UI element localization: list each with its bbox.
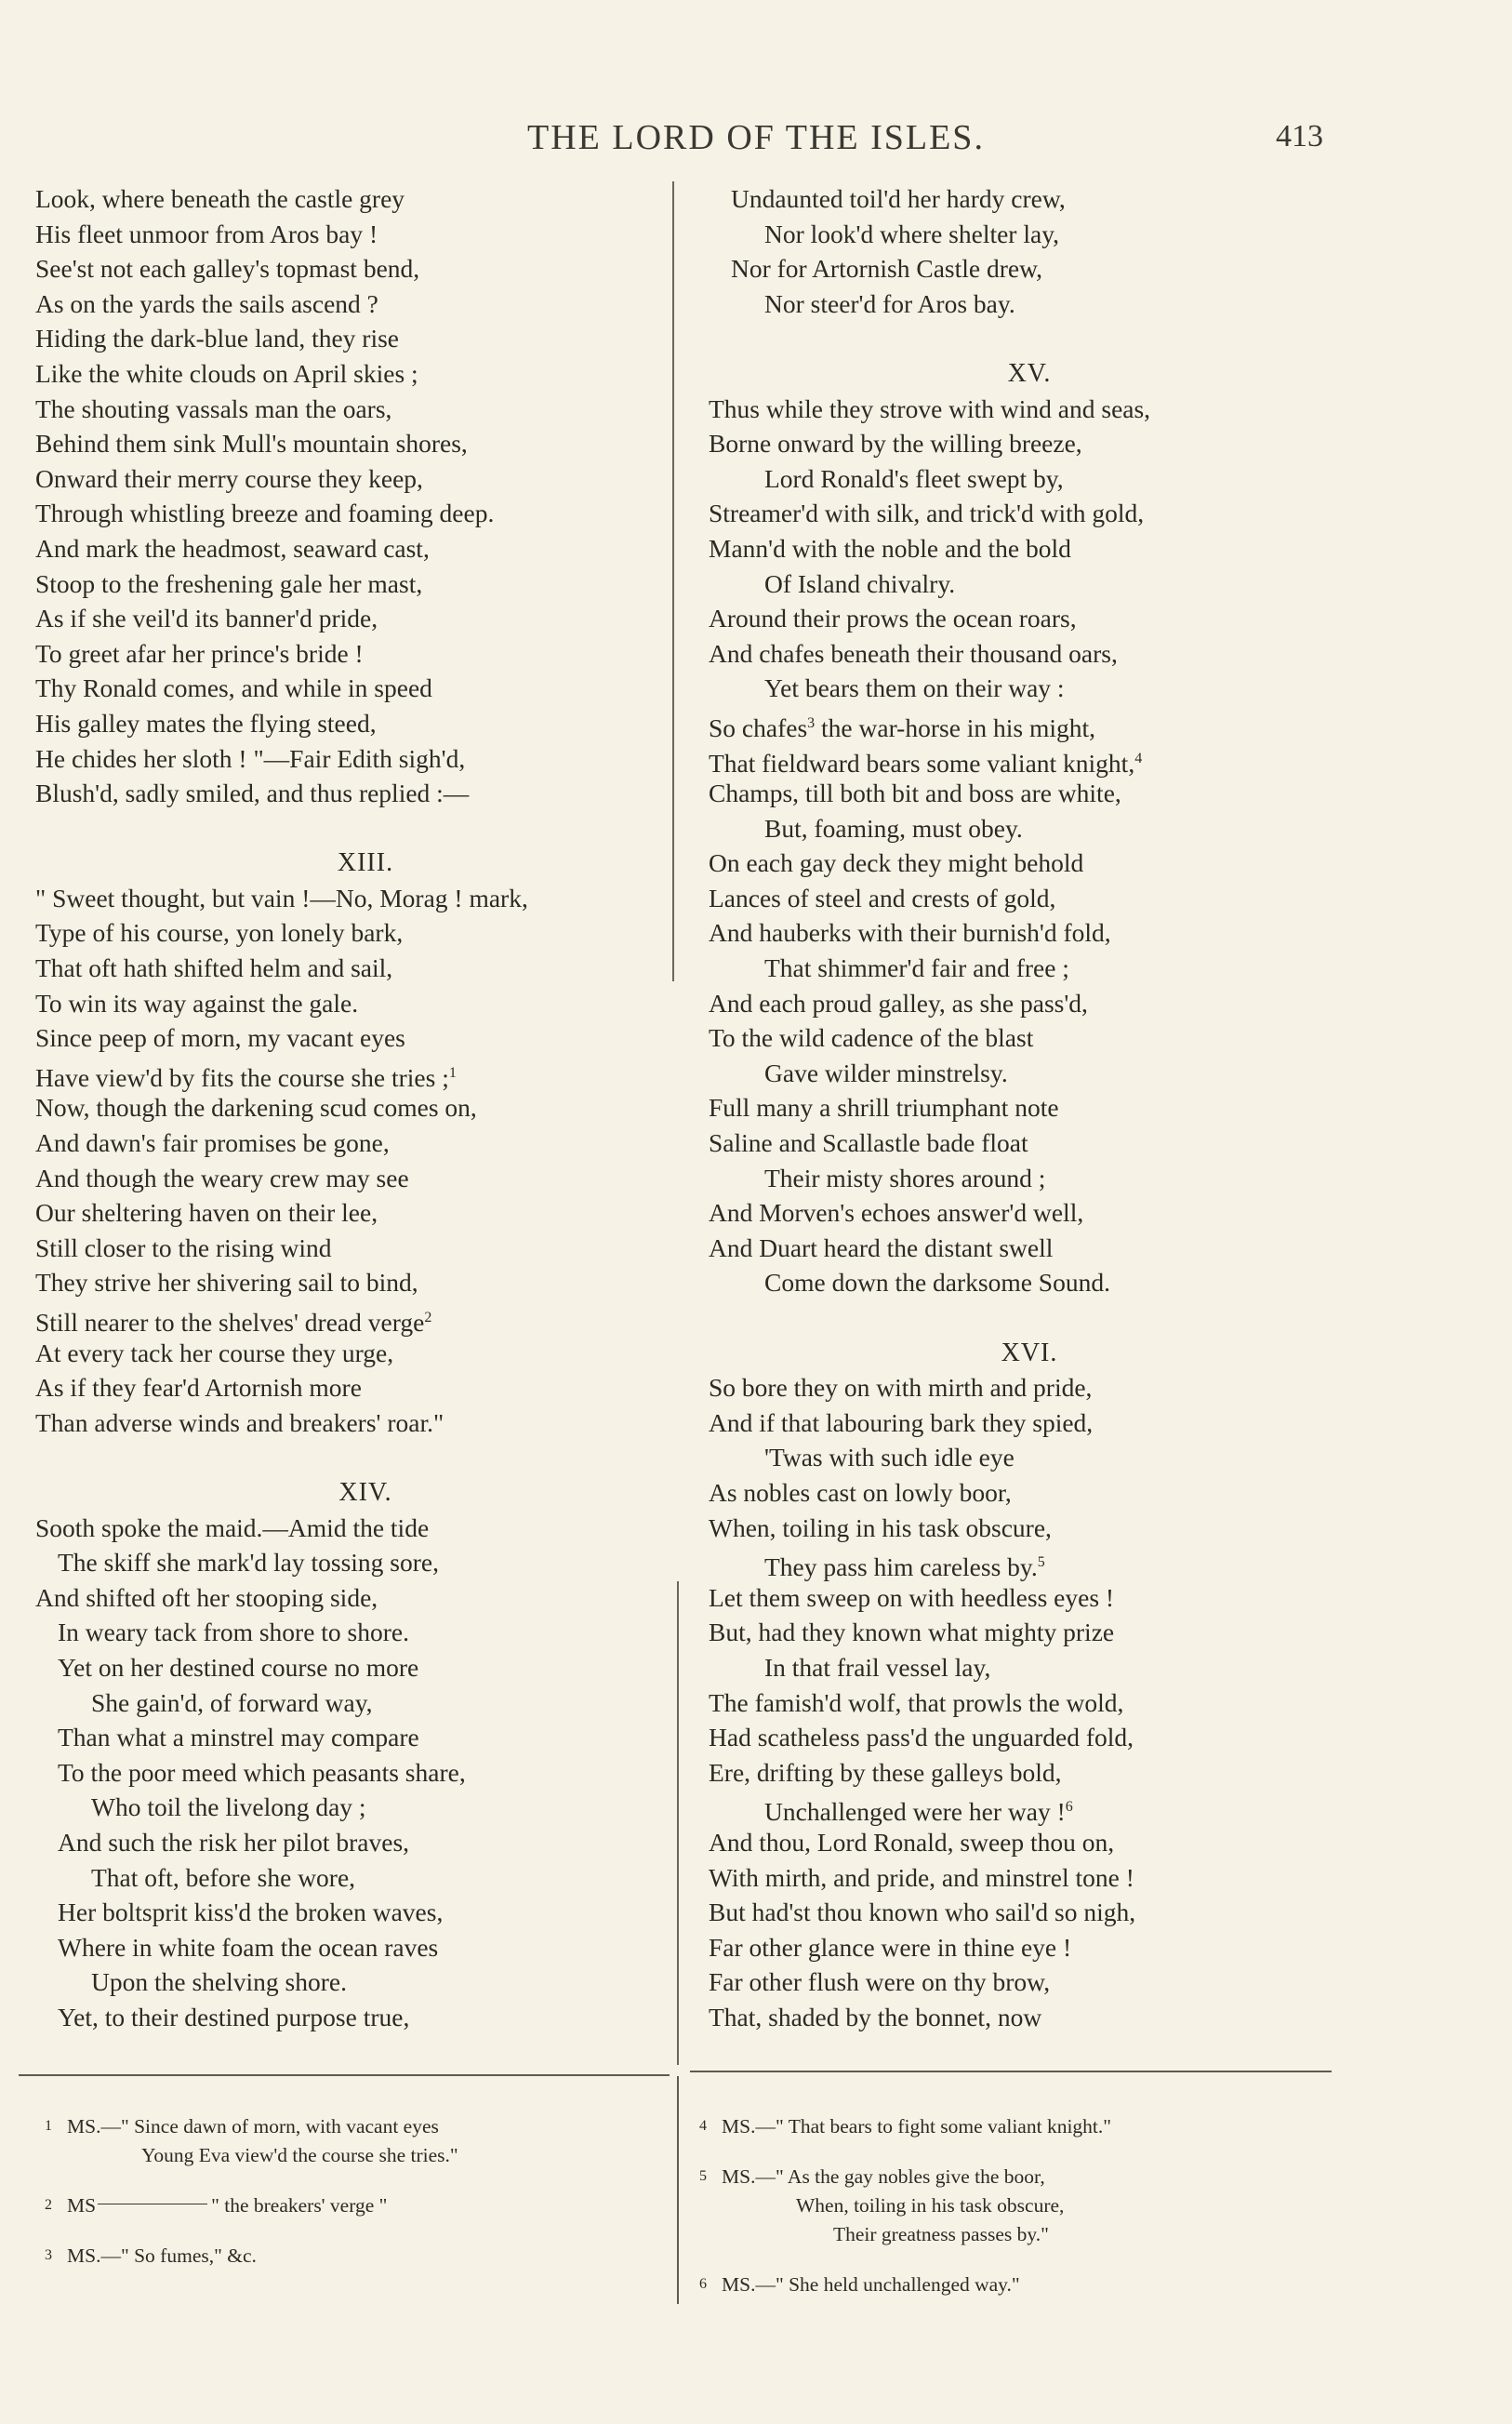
- verse-text: That, shaded by the bonnet, now: [709, 2002, 1042, 2031]
- verse-text-continued: the war-horse in his might,: [815, 713, 1096, 743]
- verse-text: And Duart heard the distant swell: [709, 1232, 1054, 1262]
- verse-text: Undaunted toil'd her hardy crew,: [731, 184, 1066, 213]
- verse-text: Of Island chivalry.: [764, 568, 956, 598]
- verse-text: Hiding the dark-blue land, they rise: [35, 324, 400, 353]
- verse-text: The skiff she mark'd lay tossing sore,: [58, 1548, 440, 1578]
- verse-text: And mark the headmost, seaward cast,: [35, 533, 430, 563]
- verse-text: She gain'd, of forward way,: [91, 1687, 373, 1717]
- verse-text: Streamer'd with silk, and trick'd with gold,: [709, 499, 1145, 528]
- verse-line: [35, 1545, 668, 1580]
- verse-line: [35, 1755, 668, 1791]
- verse-line: [709, 1231, 1350, 1266]
- verse-line: [35, 1511, 668, 1546]
- verse-text: They strive her shivering sail to bind,: [35, 1268, 418, 1298]
- verse-line: [35, 426, 668, 461]
- verse-line: [709, 986, 1350, 1021]
- verse-line: [709, 1790, 1350, 1825]
- footnote-line: [699, 2220, 1332, 2249]
- verse-text: At every tack her course they urge,: [35, 1338, 394, 1367]
- verse-text: Come down the darksome Sound.: [764, 1268, 1110, 1298]
- verse-text: His galley mates the flying steed,: [35, 708, 377, 738]
- verse-text: To greet afar her prince's bride !: [35, 638, 364, 668]
- verse-text: Around their prows the ocean roars,: [709, 604, 1077, 633]
- verse-text: Nor steer'd for Aros bay.: [764, 288, 1015, 318]
- verse-text: As on the yards the sails ascend ?: [35, 288, 378, 318]
- verse-text: 'Twas with such idle eye: [764, 1443, 1015, 1472]
- verse-text: Behind them sink Mull's mountain shores,: [35, 429, 468, 459]
- verse-text: Thy Ronald comes, and while in speed: [35, 673, 432, 703]
- verse-text: Borne onward by the willing breeze,: [709, 429, 1082, 459]
- verse-text: Let them sweep on with heedless eyes !: [709, 1582, 1115, 1612]
- verse-line: [709, 706, 1350, 741]
- verse-text: Her boltsprit kiss'd the broken waves,: [58, 1898, 444, 1927]
- verse-line: [709, 1650, 1350, 1685]
- footnote-text: MS.—" She held unchallenged way.": [722, 2273, 1020, 2296]
- verse-line: [35, 741, 668, 777]
- footnote-text: When, toiling in his task obscure,: [796, 2194, 1065, 2217]
- footnote-reference: 1: [448, 1064, 457, 1081]
- verse-line: [35, 1125, 668, 1161]
- verse-line: [709, 846, 1350, 881]
- verse-line: [35, 1195, 668, 1231]
- verse-text: Full many a shrill triumphant note: [709, 1093, 1059, 1123]
- verse-text: Yet bears them on their way :: [764, 673, 1065, 703]
- verse-line: [709, 1965, 1350, 2000]
- verse-text: Our sheltering haven on their lee,: [35, 1198, 378, 1228]
- verse-line: [709, 776, 1350, 811]
- footnote: [699, 2162, 1332, 2249]
- verse-line: [35, 1231, 668, 1266]
- footnotes-right: [699, 2111, 1332, 2320]
- verse-text: Nor look'd where shelter lay,: [764, 219, 1060, 248]
- verse-text: As if they fear'd Artornish more: [35, 1373, 362, 1403]
- verse-text: Stoop to the freshening gale her mast,: [35, 568, 423, 598]
- verse-line: [709, 915, 1350, 951]
- column-divider: [672, 181, 674, 981]
- footnote-marker: 3: [45, 2247, 52, 2263]
- verse-text: To the wild cadence of the blast: [709, 1023, 1034, 1053]
- verse-text: Than adverse winds and breakers' roar.": [35, 1407, 444, 1437]
- running-title: THE LORD OF THE ISLES.: [527, 118, 985, 157]
- verse-line: [709, 1370, 1350, 1405]
- verse-text: Blush'd, sadly smiled, and thus replied :—: [35, 779, 470, 808]
- verse-text: That oft hath shifted helm and sail,: [35, 953, 393, 983]
- verse-line: [709, 1195, 1350, 1231]
- verse-line: [709, 741, 1350, 777]
- verse-line: [35, 181, 668, 217]
- verse-line: [35, 636, 668, 672]
- verse-text: Far other flush were on thy brow,: [709, 1967, 1051, 1997]
- verse-text: On each gay deck they might behold: [709, 848, 1084, 878]
- verse-text: And chafes beneath their thousand oars,: [709, 638, 1118, 668]
- verse-line: [35, 1930, 668, 1965]
- verse-line: [35, 671, 668, 706]
- verse-line: [709, 1685, 1350, 1721]
- verse-line: [709, 531, 1350, 566]
- verse-line: [35, 496, 668, 531]
- verse-text: Far other glance were in thine eye !: [709, 1932, 1072, 1962]
- footnote-text: MS.—" So fumes," &c.: [67, 2244, 257, 2267]
- verse-text: And dawn's fair promises be gone,: [35, 1128, 390, 1158]
- verse-line: [35, 1056, 668, 1091]
- verse-line: [35, 1265, 668, 1300]
- verse-line: [35, 1020, 668, 1056]
- verse-line: [709, 1545, 1350, 1580]
- verse-text: To win its way against the gale.: [35, 988, 359, 1018]
- verse-line: [35, 286, 668, 322]
- footnote-reference: 3: [807, 714, 816, 731]
- page-header: [0, 110, 1512, 166]
- verse-line: [709, 251, 1350, 286]
- verse-line: [35, 1965, 668, 2000]
- verse-line: [35, 1860, 668, 1896]
- verse-line: [35, 1895, 668, 1930]
- verse-line: [709, 392, 1350, 427]
- verse-line: [709, 1125, 1350, 1161]
- footnote-marker: 6: [699, 2276, 707, 2292]
- verse-line: [709, 566, 1350, 602]
- verse-text: Where in white foam the ocean raves: [58, 1932, 439, 1962]
- footnote-text: MS.—" Since dawn of morn, with vacant eyes: [67, 2115, 439, 2138]
- footnote-reference: 6: [1065, 1799, 1073, 1816]
- verse-line: [709, 1580, 1350, 1616]
- footnote-line: [699, 2162, 1332, 2191]
- verse-line: [709, 2000, 1350, 2035]
- stanza-heading: XVI.: [1001, 1338, 1058, 1367]
- verse-line: [709, 1161, 1350, 1196]
- verse-line: [709, 1825, 1350, 1860]
- verse-text: With mirth, and pride, and minstrel tone !: [709, 1862, 1134, 1892]
- verse-line: [35, 461, 668, 497]
- verse-line: [35, 1790, 668, 1825]
- verse-line: [35, 1405, 668, 1441]
- verse-line: [35, 217, 668, 252]
- footnote-line: [45, 2111, 658, 2141]
- column-divider-lower: [677, 1581, 679, 2065]
- verse-text: Ere, drifting by these galleys bold,: [709, 1757, 1062, 1787]
- footnotes-left: [45, 2111, 658, 2291]
- footnote-line: [45, 2141, 658, 2170]
- verse-line: [709, 881, 1350, 916]
- verse-line: [35, 1336, 668, 1371]
- stanza-heading: XV.: [1007, 358, 1052, 388]
- verse-text: As if she veil'd its banner'd pride,: [35, 604, 378, 633]
- footnote-rule-right: [690, 2071, 1332, 2072]
- footnote: [45, 2191, 658, 2220]
- footnote-marker: 4: [699, 2118, 707, 2134]
- footnote-text: " the breakers' verge ": [211, 2194, 388, 2217]
- verse-line: [709, 1056, 1350, 1091]
- verse-line: [709, 1475, 1350, 1511]
- footnote-line: [699, 2270, 1332, 2299]
- verse-text: In weary tack from shore to shore.: [58, 1618, 409, 1647]
- footnote-text: MS.—" As the gay nobles give the boor,: [722, 2165, 1045, 2188]
- verse-text: As nobles cast on lowly boor,: [709, 1477, 1012, 1507]
- footnote-line: [45, 2241, 658, 2271]
- verse-text: But, had they known what mighty prize: [709, 1618, 1115, 1647]
- footnote: [45, 2241, 658, 2271]
- verse-text: They pass him careless by.: [764, 1552, 1038, 1582]
- footnote-text: Their greatness passes by.": [833, 2223, 1049, 2245]
- verse-line: [709, 1615, 1350, 1650]
- verse-line: [709, 181, 1350, 217]
- verse-text: Through whistling breeze and foaming deep.: [35, 499, 495, 528]
- footnote-rule-left: [19, 2074, 670, 2076]
- verse-text: And hauberks with their burnish'd fold,: [709, 918, 1111, 948]
- footnote-line: [45, 2191, 658, 2220]
- verse-text: And such the risk her pilot braves,: [58, 1827, 410, 1857]
- verse-text: Still closer to the rising wind: [35, 1232, 332, 1262]
- verse-line: [35, 531, 668, 566]
- verse-text: The famish'd wolf, that prowls the wold,: [709, 1687, 1124, 1717]
- verse-line: [35, 706, 668, 741]
- verse-line: [35, 951, 668, 986]
- verse-text: Their misty shores around ;: [764, 1163, 1046, 1192]
- verse-line: [35, 1300, 668, 1336]
- verse-line: [709, 1930, 1350, 1965]
- verse-text: But, foaming, must obey.: [764, 813, 1023, 843]
- verse-line: [35, 1650, 668, 1685]
- footnote-marker: 5: [699, 2168, 707, 2184]
- verse-line: [709, 1511, 1350, 1546]
- verse-line: [35, 356, 668, 392]
- verse-line: [35, 392, 668, 427]
- verse-text: Onward their merry course they keep,: [35, 463, 423, 493]
- verse-text: And shifted oft her stooping side,: [35, 1582, 378, 1612]
- verse-text: See'st not each galley's topmast bend,: [35, 254, 420, 284]
- verse-text: And thou, Lord Ronald, sweep thou on,: [709, 1827, 1115, 1857]
- verse-line: [35, 1090, 668, 1125]
- verse-line: [709, 426, 1350, 461]
- verse-line: [35, 1720, 668, 1755]
- verse-text: Since peep of morn, my vacant eyes: [35, 1023, 405, 1053]
- verse-line: [709, 1895, 1350, 1930]
- verse-text: That fieldward bears some valiant knight,: [709, 748, 1135, 778]
- verse-line: [35, 566, 668, 602]
- verse-text: Sooth spoke the maid.—Amid the tide: [35, 1512, 430, 1542]
- verse-line: [35, 1615, 668, 1650]
- verse-line: [35, 1580, 668, 1616]
- footnote-reference: 2: [424, 1310, 432, 1325]
- verse-text: Lord Ronald's fleet swept by,: [764, 463, 1064, 493]
- verse-text: Gave wilder minstrelsy.: [764, 1058, 1008, 1087]
- footnote-text: MS: [67, 2194, 97, 2217]
- verse-line: [709, 286, 1350, 322]
- stanza-heading: XIII.: [337, 848, 394, 878]
- verse-line: [709, 1090, 1350, 1125]
- verse-text: Yet on her destined course no more: [58, 1652, 419, 1682]
- verse-line: [35, 251, 668, 286]
- verse-line: [35, 881, 668, 916]
- verse-line: [709, 1405, 1350, 1441]
- verse-text: He chides her sloth ! "—Fair Edith sigh'd,: [35, 743, 466, 773]
- verse-line: [35, 776, 668, 811]
- verse-text: And though the weary crew may see: [35, 1163, 409, 1192]
- verse-line: [709, 951, 1350, 986]
- footnote-marker: 2: [45, 2197, 52, 2213]
- verse-line: [709, 1720, 1350, 1755]
- verse-line: [35, 986, 668, 1021]
- footnote-text: Young Eva view'd the course she tries.": [141, 2144, 458, 2166]
- verse-line: [35, 1370, 668, 1405]
- verse-text: " Sweet thought, but vain !—No, Morag ! mark,: [35, 883, 528, 912]
- verse-text: Mann'd with the noble and the bold: [709, 533, 1071, 563]
- verse-text: Champs, till both bit and boss are white,: [709, 779, 1121, 808]
- verse-line: [35, 915, 668, 951]
- verse-text: Had scatheless pass'd the unguarded fold,: [709, 1723, 1134, 1752]
- verse-text: So chafes: [709, 713, 808, 743]
- footnote: [699, 2270, 1332, 2299]
- verse-text: Than what a minstrel may compare: [58, 1723, 419, 1752]
- footnote: [699, 2111, 1332, 2141]
- verse-text: And if that labouring bark they spied,: [709, 1407, 1094, 1437]
- verse-text: In that frail vessel lay,: [764, 1652, 991, 1682]
- verse-text: The shouting vassals man the oars,: [35, 393, 392, 423]
- verse-text: Like the white clouds on April skies ;: [35, 358, 418, 388]
- verse-text: And Morven's echoes answer'd well,: [709, 1198, 1084, 1228]
- verse-text: But had'st thou known who sail'd so nigh,: [709, 1898, 1136, 1927]
- verse-text: Now, though the darkening scud comes on,: [35, 1093, 477, 1123]
- verse-text: And each proud galley, as she pass'd,: [709, 988, 1088, 1018]
- verse-text: Yet, to their destined purpose true,: [58, 2002, 410, 2031]
- stanza-heading: XIV.: [338, 1477, 392, 1507]
- verse-line: [709, 1860, 1350, 1896]
- verse-line: [709, 811, 1350, 846]
- footnote-line: [699, 2191, 1332, 2220]
- left-poem-column: [35, 181, 668, 2034]
- footnote-reference: 4: [1134, 750, 1143, 766]
- verse-text: Upon the shelving shore.: [91, 1967, 347, 1997]
- verse-text: Have view'd by fits the course she tries ;: [35, 1063, 449, 1092]
- verse-text: That shimmer'd fair and free ;: [764, 953, 1069, 983]
- footnote-text: MS.—" That bears to fight some valiant knight.": [722, 2115, 1112, 2138]
- verse-text: Thus while they strove with wind and seas,: [709, 393, 1151, 423]
- verse-text: Look, where beneath the castle grey: [35, 184, 405, 213]
- verse-text: Still nearer to the shelves' dread verge: [35, 1308, 425, 1338]
- verse-line: [709, 1440, 1350, 1475]
- verse-text: Saline and Scallastle bade float: [709, 1128, 1028, 1158]
- verse-text: Lances of steel and crests of gold,: [709, 883, 1056, 912]
- verse-line: [709, 1755, 1350, 1791]
- footnote-marker: 1: [45, 2118, 52, 2134]
- verse-line: [35, 321, 668, 356]
- verse-line: [709, 1020, 1350, 1056]
- verse-line: [709, 217, 1350, 252]
- verse-line: [709, 496, 1350, 531]
- verse-text: That oft, before she wore,: [91, 1862, 356, 1892]
- footnote: [45, 2111, 658, 2170]
- verse-line: [35, 1825, 668, 1860]
- footnote-line: [699, 2111, 1332, 2141]
- verse-line: [35, 1161, 668, 1196]
- verse-line: [709, 671, 1350, 706]
- verse-line: [709, 636, 1350, 672]
- verse-line: [709, 601, 1350, 636]
- verse-text: Type of his course, yon lonely bark,: [35, 918, 404, 948]
- verse-text: Who toil the livelong day ;: [91, 1792, 366, 1822]
- right-poem-column: [709, 181, 1350, 2034]
- page-number: 413: [1276, 119, 1323, 153]
- verse-text: His fleet unmoor from Aros bay !: [35, 219, 378, 248]
- verse-line: [35, 2000, 668, 2035]
- verse-text: Unchallenged were her way !: [764, 1797, 1066, 1827]
- verse-line: [35, 601, 668, 636]
- verse-text: To the poor meed which peasants share,: [58, 1757, 466, 1787]
- verse-line: [709, 1265, 1350, 1300]
- verse-line: [35, 1685, 668, 1721]
- verse-text: When, toiling in his task obscure,: [709, 1512, 1052, 1542]
- footnote-divider: [677, 2076, 679, 2304]
- verse-line: [709, 461, 1350, 497]
- footnote-reference: 5: [1037, 1554, 1045, 1571]
- verse-text: Nor for Artornish Castle drew,: [731, 254, 1043, 284]
- verse-text: So bore they on with mirth and pride,: [709, 1373, 1093, 1403]
